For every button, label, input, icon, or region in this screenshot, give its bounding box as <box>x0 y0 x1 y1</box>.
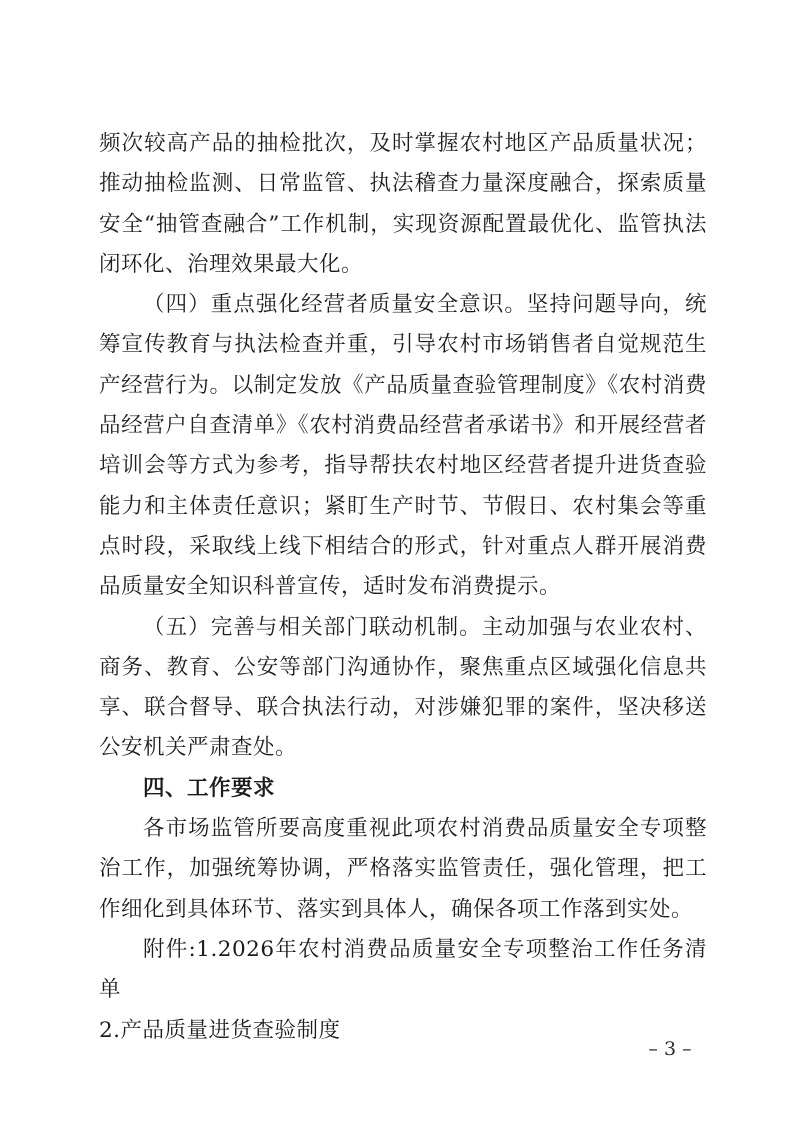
paragraph-section-item-4: （四）重点强化经营者质量安全意识。坚持问题导向，统筹宣传教育与执法检查并重，引导农村市场销售者自觉规范生产经营行为。以制定发放《产品质量查验管理制度》《农村消费品经营户自查清单》《农村消费品经营者承诺书》和开展经营者培训会等方式为参考，指导帮扶农村地区经营者提升进货查验能力和主体责任意识；紧盯生产时节、节假日、农村集会等重点时段，采取线上线下相结合的形式，针对重点人群开展消费品质量安全知识科普宣传，适时发布消费提示。 <box>99 292 707 600</box>
page-number: – 3 – <box>648 1038 692 1060</box>
paragraph-continuation: 频次较高产品的抽检批次，及时掌握农村地区产品质量状况；推动抽检监测、日常监管、执法稽查力量深度融合，探索质量安全“抽管查融合”工作机制，实现资源配置最优化、监管执法闭环化、治理效果最大化。 <box>99 131 707 277</box>
paragraph-section-item-5: （五）完善与相关部门联动机制。主动加强与农业农村、商务、教育、公安等部门沟通协作，聚焦重点区域强化信息共享、联合督导、联合执法行动，对涉嫌犯罪的案件，坚决移送公安机关严肃查处。 <box>99 614 707 761</box>
attachment-list-line-2: 2.产品质量进货查验制度 <box>99 1017 341 1043</box>
section-heading-work-requirements: 四、工作要求 <box>143 775 276 801</box>
paragraph-work-requirements: 各市场监管所要高度重视此项农村消费品质量安全专项整治工作，加强统筹协调，严格落实监管责任，强化管理，把工作细化到具体环节、落实到具体人，确保各项工作落到实处。 <box>99 816 707 922</box>
document-body <box>99 124 707 1051</box>
attachment-list-line-1: 附件:1.2026年农村消费品质量安全专项整治工作任务清单 <box>99 936 707 1003</box>
